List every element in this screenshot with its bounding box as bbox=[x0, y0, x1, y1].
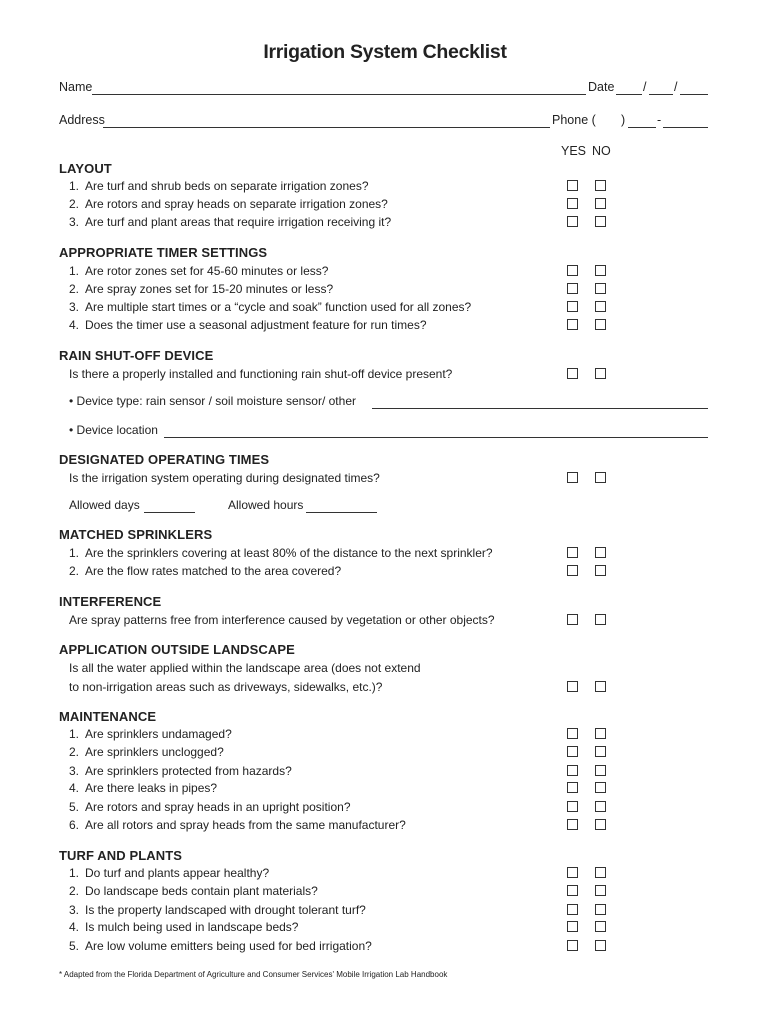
no-checkbox[interactable] bbox=[595, 782, 606, 793]
name-label: Name bbox=[59, 80, 93, 94]
section-title-rain-shutoff: RAIN SHUT-OFF DEVICE bbox=[59, 348, 214, 363]
date-label: Date bbox=[588, 80, 615, 94]
no-checkbox[interactable] bbox=[595, 819, 606, 830]
no-checkbox[interactable] bbox=[595, 765, 606, 776]
no-checkbox[interactable] bbox=[595, 885, 606, 896]
yes-checkbox[interactable] bbox=[567, 614, 578, 625]
question-item: 1. Are turf and shrub beds on separate irrigation zones? bbox=[69, 179, 369, 193]
section-title-maintenance: MAINTENANCE bbox=[59, 709, 157, 724]
yes-checkbox[interactable] bbox=[567, 681, 578, 692]
question-text: to non-irrigation areas such as driveways, sidewalks, etc.)? bbox=[69, 680, 383, 694]
yes-checkbox[interactable] bbox=[567, 547, 578, 558]
question-text: Are the sprinklers covering at least 80% of the distance to the next sprinkler? bbox=[85, 546, 493, 560]
question-item: 6. Are all rotors and spray heads from the same manufacturer? bbox=[69, 818, 406, 832]
question-text: Are sprinklers unclogged? bbox=[85, 745, 224, 759]
footnote: * Adapted from the Florida Department of Agriculture and Consumer Services' Mobile Irrigation Lab Handbook bbox=[59, 970, 448, 979]
question-item: 3. Are sprinklers protected from hazards? bbox=[69, 764, 292, 778]
question-text: Are rotors and spray heads in an upright position? bbox=[85, 800, 351, 814]
no-checkbox[interactable] bbox=[595, 319, 606, 330]
device-type-field[interactable] bbox=[372, 408, 708, 409]
question-text: Do turf and plants appear healthy? bbox=[85, 866, 270, 880]
section-title-interference: INTERFERENCE bbox=[59, 594, 162, 609]
yes-checkbox[interactable] bbox=[567, 904, 578, 915]
section-title-timer: APPROPRIATE TIMER SETTINGS bbox=[59, 245, 268, 260]
question-item: 2. Are the flow rates matched to the area covered? bbox=[69, 564, 342, 578]
no-checkbox[interactable] bbox=[595, 614, 606, 625]
question-item: 1. Do turf and plants appear healthy? bbox=[69, 866, 270, 880]
no-checkbox[interactable] bbox=[595, 801, 606, 812]
section-title-layout: LAYOUT bbox=[59, 161, 112, 176]
yes-checkbox[interactable] bbox=[567, 283, 578, 294]
section-title-matched-sprinklers: MATCHED SPRINKLERS bbox=[59, 527, 213, 542]
yes-checkbox[interactable] bbox=[567, 746, 578, 757]
no-checkbox[interactable] bbox=[595, 547, 606, 558]
section-title-turf-plants: TURF AND PLANTS bbox=[59, 848, 183, 863]
question-item: 2. Are rotors and spray heads on separate irrigation zones? bbox=[69, 197, 388, 211]
device-type-label: • Device type: rain sensor / soil moisture sensor/ other bbox=[69, 394, 356, 408]
question-text: Are low volume emitters being used for bed irrigation? bbox=[85, 939, 372, 953]
question-text: Are sprinklers undamaged? bbox=[85, 727, 232, 741]
no-checkbox[interactable] bbox=[595, 746, 606, 757]
allowed-days-field[interactable] bbox=[144, 512, 195, 513]
yes-checkbox[interactable] bbox=[567, 765, 578, 776]
yes-checkbox[interactable] bbox=[567, 782, 578, 793]
question-item: 3. Are multiple start times or a “cycle and soak” function used for all zones? bbox=[69, 300, 472, 314]
date-separator: / bbox=[674, 80, 678, 94]
question-item: 2. Are sprinklers unclogged? bbox=[69, 745, 224, 759]
yes-checkbox[interactable] bbox=[567, 921, 578, 932]
yes-column-header: YES bbox=[561, 144, 587, 158]
question-text: Is there a properly installed and functioning rain shut-off device present? bbox=[69, 367, 453, 381]
address-field[interactable] bbox=[103, 127, 550, 128]
yes-checkbox[interactable] bbox=[567, 180, 578, 191]
no-checkbox[interactable] bbox=[595, 198, 606, 209]
question-text: Are the flow rates matched to the area covered? bbox=[85, 564, 342, 578]
question-text: Are spray patterns free from interference caused by vegetation or other objects? bbox=[69, 613, 495, 627]
no-checkbox[interactable] bbox=[595, 216, 606, 227]
question-text: Are rotor zones set for 45-60 minutes or less? bbox=[85, 264, 329, 278]
yes-checkbox[interactable] bbox=[567, 216, 578, 227]
no-checkbox[interactable] bbox=[595, 368, 606, 379]
no-checkbox[interactable] bbox=[595, 283, 606, 294]
yes-checkbox[interactable] bbox=[567, 301, 578, 312]
question-text: Are rotors and spray heads on separate irrigation zones? bbox=[85, 197, 388, 211]
question-item: 1. Are sprinklers undamaged? bbox=[69, 727, 232, 741]
question-text: Is mulch being used in landscape beds? bbox=[85, 920, 299, 934]
no-checkbox[interactable] bbox=[595, 728, 606, 739]
question-item: 4. Is mulch being used in landscape beds? bbox=[69, 920, 299, 934]
question-item: 2. Do landscape beds contain plant materials? bbox=[69, 884, 318, 898]
section-title-designated-times: DESIGNATED OPERATING TIMES bbox=[59, 452, 270, 467]
question-text: Is the irrigation system operating during designated times? bbox=[69, 471, 380, 485]
phone-line-field[interactable] bbox=[663, 127, 708, 128]
question-text: Are turf and plant areas that require irrigation receiving it? bbox=[85, 215, 392, 229]
phone-label: Phone ( bbox=[552, 113, 596, 127]
no-column-header: NO bbox=[592, 144, 611, 158]
date-year-field[interactable] bbox=[680, 94, 708, 95]
question-text: Are sprinklers protected from hazards? bbox=[85, 764, 292, 778]
no-checkbox[interactable] bbox=[595, 940, 606, 951]
no-checkbox[interactable] bbox=[595, 867, 606, 878]
yes-checkbox[interactable] bbox=[567, 940, 578, 951]
question-item: 5. Are rotors and spray heads in an upright position? bbox=[69, 800, 351, 814]
address-label: Address bbox=[59, 113, 105, 127]
phone-dash: - bbox=[657, 113, 662, 127]
yes-checkbox[interactable] bbox=[567, 472, 578, 483]
question-item: 4. Are there leaks in pipes? bbox=[69, 781, 218, 795]
no-checkbox[interactable] bbox=[595, 904, 606, 915]
question-text: Are all rotors and spray heads from the same manufacturer? bbox=[85, 818, 406, 832]
yes-checkbox[interactable] bbox=[567, 565, 578, 576]
no-checkbox[interactable] bbox=[595, 180, 606, 191]
question-item: 3. Are turf and plant areas that require irrigation receiving it? bbox=[69, 215, 392, 229]
date-day-field[interactable] bbox=[649, 94, 673, 95]
yes-checkbox[interactable] bbox=[567, 368, 578, 379]
page-title: Irrigation System Checklist bbox=[263, 41, 507, 63]
question-text: Are there leaks in pipes? bbox=[85, 781, 218, 795]
section-title-application-outside: APPLICATION OUTSIDE LANDSCAPE bbox=[59, 642, 295, 657]
allowed-hours-label: Allowed hours bbox=[228, 498, 304, 512]
yes-checkbox[interactable] bbox=[567, 728, 578, 739]
question-text: Are multiple start times or a “cycle and soak” function used for all zones? bbox=[85, 300, 472, 314]
name-field[interactable] bbox=[92, 94, 586, 95]
question-text: Do landscape beds contain plant materials? bbox=[85, 884, 318, 898]
allowed-days-label: Allowed days bbox=[69, 498, 140, 512]
allowed-hours-field[interactable] bbox=[306, 512, 377, 513]
question-item: 4. Does the timer use a seasonal adjustment feature for run times? bbox=[69, 318, 427, 332]
no-checkbox[interactable] bbox=[595, 265, 606, 276]
date-month-field[interactable] bbox=[616, 94, 642, 95]
question-item: 2. Are spray zones set for 15-20 minutes or less? bbox=[69, 282, 334, 296]
question-item: 1. Are rotor zones set for 45-60 minutes or less? bbox=[69, 264, 329, 278]
no-checkbox[interactable] bbox=[595, 921, 606, 932]
question-text: Are spray zones set for 15-20 minutes or less? bbox=[85, 282, 334, 296]
question-text: Is the property landscaped with drought tolerant turf? bbox=[85, 903, 366, 917]
date-separator: / bbox=[643, 80, 647, 94]
yes-checkbox[interactable] bbox=[567, 265, 578, 276]
question-item: 1. Are the sprinklers covering at least 80% of the distance to the next sprinkler? bbox=[69, 546, 493, 560]
question-text: Is all the water applied within the landscape area (does not extend bbox=[69, 661, 421, 675]
device-location-field[interactable] bbox=[164, 437, 708, 438]
yes-checkbox[interactable] bbox=[567, 867, 578, 878]
no-checkbox[interactable] bbox=[595, 565, 606, 576]
phone-paren: ) bbox=[621, 113, 626, 127]
question-text: Does the timer use a seasonal adjustment feature for run times? bbox=[85, 318, 427, 332]
yes-checkbox[interactable] bbox=[567, 319, 578, 330]
yes-checkbox[interactable] bbox=[567, 819, 578, 830]
no-checkbox[interactable] bbox=[595, 472, 606, 483]
no-checkbox[interactable] bbox=[595, 301, 606, 312]
question-item: 3. Is the property landscaped with drought tolerant turf? bbox=[69, 903, 366, 917]
phone-prefix-field[interactable] bbox=[628, 127, 656, 128]
device-location-label: • Device location bbox=[69, 423, 158, 437]
yes-checkbox[interactable] bbox=[567, 801, 578, 812]
no-checkbox[interactable] bbox=[595, 681, 606, 692]
question-item: 5. Are low volume emitters being used for bed irrigation? bbox=[69, 939, 372, 953]
question-text: Are turf and shrub beds on separate irrigation zones? bbox=[85, 179, 369, 193]
yes-checkbox[interactable] bbox=[567, 885, 578, 896]
yes-checkbox[interactable] bbox=[567, 198, 578, 209]
